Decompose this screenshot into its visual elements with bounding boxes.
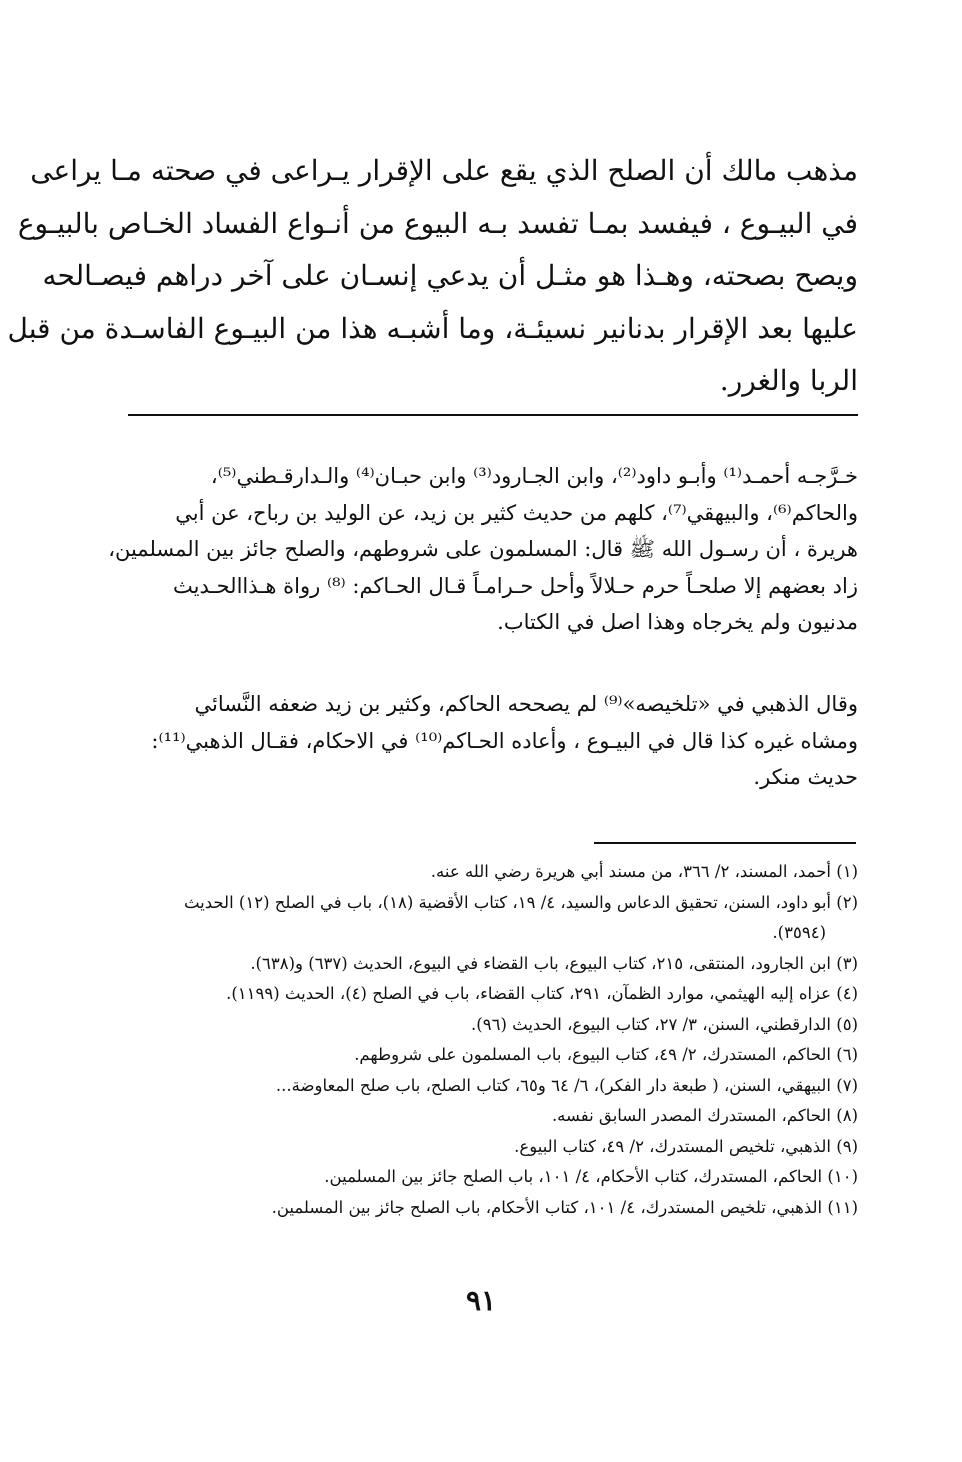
footnote-item: (١٠) الحاكم، المستدرك، كتاب الأحكام، ٤/ ١٠١، باب الصلح جائز بين المسلمين.: [324, 1167, 858, 1186]
paragraph-line: وقال الذهبي في «تلخيصه»⁽⁹⁾ لم يصححه الحاكم، وكثير بن زيد ضعفه النَّسائي: [194, 692, 858, 716]
footnote-item: (١) أحمد، المسند، ٢/ ٣٦٦، من مسند أبي هريرة رضي الله عنه.: [430, 862, 858, 881]
paragraph-line: حديث منكر.: [753, 765, 858, 789]
paragraph-line: مدنيون ولم يخرجاه وهذا اصل في الكتاب.: [497, 610, 858, 634]
paragraph-line: زاد بعضهم إلا صلحـاً حرم حـلالاً وأحل حـرامـاً قـال الحـاكم: ⁽⁸⁾ رواة هـذاالحـديث: [172, 573, 858, 598]
page-number: ٩١: [465, 1284, 497, 1317]
paragraph-line: والحاكم⁽⁶⁾، والبيهقي⁽⁷⁾، كلهم من حديث كثير بن زيد، عن الوليد بن رباح، عن أبي: [175, 500, 858, 525]
footnote-item: (٩) الذهبي، تلخيص المستدرك، ٢/ ٤٩، كتاب البيوع.: [514, 1136, 858, 1156]
footnote-item: (٢) أبو داود، السنن، تحقيق الدعاس والسيد، ٤/ ١٩، كتاب الأقضية (١٨)، باب في الصلح (١٢) الحديث: [183, 892, 858, 912]
footnote-item: (٤) عزاه إليه الهيثمي، موارد الظمآن، ٢٩١، كتاب القضاء، باب في الصلح (٤)، الحديث (١١٩٩).: [226, 984, 858, 1003]
main-paragraph: [7, 145, 858, 408]
main-line: مذهب مالك أن الصلح الذي يقع على الإقرار يـراعى في صحته مـا يراعى: [30, 154, 858, 187]
hadith-takhrij-paragraph: [108, 458, 858, 641]
paragraph-line: ومشاه غيره كذا قال في البيـوع ، وأعاده الحـاكم⁽¹⁰⁾ في الاحكام، فقـال الذهبي⁽¹¹⁾:: [151, 728, 858, 753]
main-line: عليها بعد الإقرار بدنانير نسيئـة، وما أشبـه هذا من البيـوع الفاسـدة من قبل: [7, 311, 858, 345]
main-line: الربا والغرر.: [719, 364, 858, 397]
footnote-item: (٣) ابن الجارود، المنتقى، ٢١٥، كتاب البيوع، باب القضاء في البيوع، الحديث (٦٣٧) و(٦٣٨).: [250, 953, 858, 973]
footnote-item: (١١) الذهبي، تلخيص المستدرك، ٤/ ١٠١، كتاب الأحكام، باب الصلح جائز بين المسلمين.: [271, 1197, 858, 1217]
paragraph-line: هريرة ، أن رسـول الله ﷺ قال: المسلمون على شروطهم، والصلح جائز بين المسلمين،: [108, 537, 858, 561]
footnote-item: (٥) الدارقطني، السنن، ٣/ ٢٧، كتاب البيوع، الحديث (٩٦).: [471, 1014, 858, 1034]
footnote-continuation: (٣٥٩٤).: [772, 923, 826, 942]
footnote-divider: [594, 842, 856, 844]
footnotes-list: [118, 857, 858, 1223]
main-line: في البيـوع ، فيفسد بمـا تفسد بـه البيوع من أنـواع الفساد الخـاص بالبيـوع: [17, 206, 858, 240]
dhahabi-paragraph: [118, 686, 858, 796]
footnote-item: (٧) البيهقي، السنن، ( طبعة دار الفكر)، ٦/ ٦٤ و٦٥، كتاب الصلح، باب صلح المعاوضة...: [275, 1075, 858, 1095]
footnote-item: (٨) الحاكم، المستدرك المصدر السابق نفسه.: [551, 1106, 858, 1125]
paragraph-line: خـرَّجـه أحمـد⁽¹⁾ وأبـو داود⁽²⁾، وابن الجـارود⁽³⁾ وابن حبـان⁽⁴⁾ والـدارقـطني⁽⁵⁾،: [210, 464, 858, 488]
section-divider: [128, 414, 858, 416]
main-line: ويصح بصحته، وهـذا هو مثـل أن يدعي إنسـان على آخر دراهم فيصـالحه: [42, 259, 858, 292]
footnote-item: (٦) الحاكم، المستدرك، ٢/ ٤٩، كتاب البيوع، باب المسلمون على شروطهم.: [354, 1045, 858, 1064]
